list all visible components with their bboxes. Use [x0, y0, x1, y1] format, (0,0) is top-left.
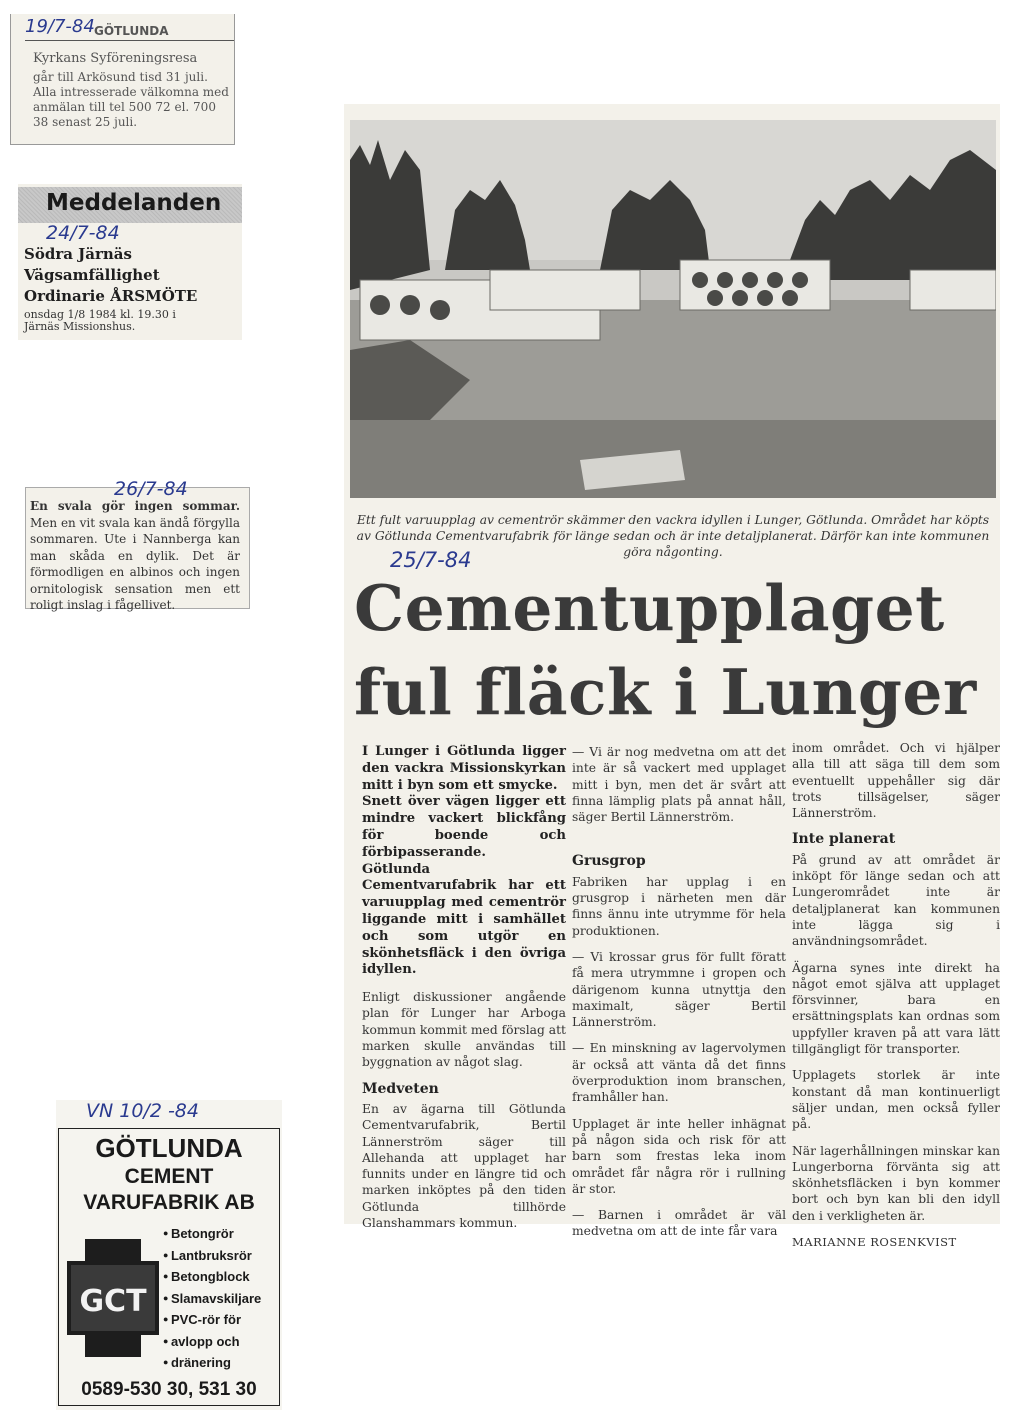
- gct-logo-icon: [67, 1239, 159, 1357]
- paragraph: — En minskning av lagervolymen är också att vänta då det finns överproduktion inom branschen, framhåller han.: [572, 1041, 786, 1105]
- clipping-header: [11, 14, 234, 42]
- handwritten-date: 26/7-84: [114, 478, 188, 500]
- company-name: VARUFABRIK AB: [83, 1191, 255, 1214]
- notice-lead: En svala gör ingen sommar.: [30, 499, 240, 513]
- article-column-2: [572, 744, 786, 1250]
- paragraph: När lagerhållningen minskar kan Lungerborna förvänta sig att skönhetsfläcken i byn kommer bort och byn kan bli den idyll den i verkligheten är.: [792, 1143, 1000, 1223]
- notice-heading: Kyrkans Syföreningsresa: [33, 51, 198, 66]
- section-banner: [18, 187, 242, 223]
- detail-line: onsdag 1/8 1984 kl. 19.30 i: [24, 308, 176, 321]
- headline-line: Cementupplaget: [354, 571, 945, 645]
- author-signature: MARIANNE ROSENKVIST: [792, 1235, 957, 1250]
- meeting-title: [24, 244, 244, 307]
- article-column-1: [362, 744, 566, 1241]
- phone-number: 0589-530 30, 531 30: [81, 1379, 257, 1400]
- product-item: ● Slamavskiljare: [163, 1288, 261, 1310]
- clipping-syforening: [10, 14, 235, 145]
- article-clipping: [344, 104, 1000, 1250]
- handwritten-date: 19/7-84: [25, 16, 95, 37]
- product-item: ● PVC-rör för: [163, 1309, 261, 1331]
- notice-body: [30, 498, 240, 614]
- product-item: ● Betongblock: [163, 1266, 261, 1288]
- paragraph: — Barnen i området är väl medvetna om att de inte får vara: [572, 1208, 786, 1239]
- handwritten-date: 25/7-84: [390, 548, 472, 572]
- place-label: GÖTLUNDA: [94, 24, 169, 38]
- product-list: [163, 1223, 261, 1374]
- photo-caption: Ett fult varuupplag av cementrör skämmer den vackra idyllen i Lunger, Götlunda. Området har köpts av Götlunda Cementvarufabrik för länge sedan och är inte detaljplanerat. Därför kan inte kommunen göra någonting.: [356, 513, 990, 559]
- paragraph: inom området. Och vi hjälper alla till att säga till dem som eventuellt uppehåller sig där trots tillsägelser, säger Lännerström.: [792, 741, 1000, 821]
- headline-line: ful fläck i Lunger: [354, 655, 977, 729]
- ad-frame: [58, 1128, 280, 1406]
- article-column-3: [792, 740, 1000, 1260]
- title-line: Södra Järnäs: [24, 245, 132, 263]
- paragraph: Ägarna synes inte direkt ha något emot själva att upplaget försvinner, bara en ersättningsplats kan ordnas som uppfyller kraven på att vara lätt tillgängligt för transporter.: [792, 960, 1000, 1057]
- paragraph: Fabriken har upplag i en grusgrop i närheten men där finns ännu inte utrymme för hela produktionen.: [572, 874, 786, 938]
- subheading: Medveten: [362, 1080, 439, 1097]
- logo-text: GCT: [79, 1284, 147, 1319]
- section-title: Meddelanden: [46, 190, 222, 216]
- product-item: ● avlopp och: [163, 1331, 261, 1353]
- paragraph: Upplagets storlek är inte konstant då man kontinuerligt säljer undan, men också fyller på.: [792, 1068, 1000, 1132]
- company-name: CEMENT: [124, 1165, 214, 1188]
- subheading: Grusgrop: [572, 853, 646, 870]
- paragraph: Upplaget är inte heller inhägnat på någon sida och risk för att barn som frestas leka inom området får några rör i rullning är stor.: [572, 1116, 786, 1196]
- detail-line: Järnäs Missionshus.: [24, 320, 136, 333]
- lead-paragraph: Snett över vägen ligger ett mindre vackert blickfång för boende och förbipasserande.: [362, 794, 566, 860]
- subheading: Inte planerat: [792, 831, 896, 848]
- clipping-meddelanden: [18, 184, 242, 340]
- article-photo: [350, 120, 996, 498]
- paragraph: En av ägarna till Götlunda Cementvarufabrik, Bertil Lännerström säger till Allehanda att upplaget har funnits under en längre tid och marken inköptes på den tiden Götlunda tillhörde Glanshammars kommun.: [362, 1101, 566, 1231]
- advertisement: [56, 1100, 282, 1410]
- company-name: GÖTLUNDA: [95, 1133, 243, 1163]
- notice-text: Men en vit svala kan ändå förgylla sommaren. Ute i Nannberga kan man skåda en dylik. Det är förmodligen en albinos och ingen ornitologisk sensation men ett roligt inslag i fågellivet.: [30, 515, 240, 612]
- paragraph: Enligt diskussioner angående plan för Lunger har Arboga kommun kommit med förslag att marken skulle användas till byggnation av något slag.: [362, 990, 567, 1070]
- paragraph: På grund av att området är inköpt för länge sedan och att Lungerområdet inte är detaljplanerat kan kommunen inte lägga sig i användningsområdet.: [792, 852, 1000, 949]
- divider: [25, 40, 234, 41]
- article-headline: [354, 566, 994, 734]
- handwritten-date: VN 10/2 -84: [86, 1100, 199, 1122]
- product-item: ● dränering: [163, 1352, 261, 1374]
- paragraph: — Vi krossar grus för fullt föratt få mera utrymmne i gropen och därigenom kunna utnyttja den maximalt, säger Bertil Lännerström.: [572, 949, 786, 1030]
- title-line: Ordinarie ÅRSMÖTE: [24, 287, 198, 305]
- clipping-svala: [25, 478, 250, 612]
- title-line: Vägsamfällighet: [24, 266, 160, 284]
- lead-paragraph: I Lunger i Götlunda ligger den vackra Missionskyrkan mitt i byn som ett smycke.: [362, 744, 566, 793]
- paragraph: — Vi är nog medvetna om att det inte är så vackert med upplaget mitt i byn, men det är svårt att finna lämplig plats på annat håll, säger Bertil Lännerström.: [572, 745, 786, 825]
- product-item: ● Betongrör: [163, 1223, 261, 1245]
- meeting-details: [24, 309, 244, 333]
- product-item: ● Lantbruksrör: [163, 1245, 261, 1267]
- lead-paragraph: Götlunda Cementvarufabrik har ett varuupplag med cementrör liggande mitt i samhället och som utgör en skönhetsfläck i den övriga idyllen.: [362, 861, 566, 978]
- notice-body: går till Arkösund tisd 31 juli. Alla intresserade välkomna med anmälan till tel 500 72 el. 700 38 senast 25 juli.: [33, 70, 229, 129]
- handwritten-date: 24/7-84: [46, 222, 120, 244]
